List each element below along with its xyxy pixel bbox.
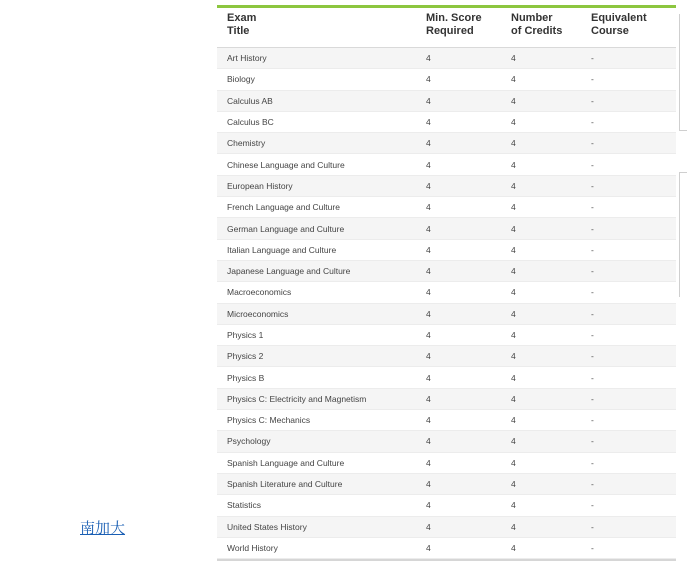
cell-exam-title: European History [227, 180, 293, 191]
cell-exam-title: United States History [227, 521, 307, 532]
cell-equivalent-course: - [591, 330, 594, 340]
cell-exam-title: Physics 1 [227, 330, 264, 340]
cell-credits: 4 [511, 436, 516, 447]
cell-exam-title: Calculus AB [227, 95, 273, 106]
cell-exam-title: Spanish Language and Culture [227, 457, 345, 468]
header-min-score [426, 12, 511, 47]
ap-credit-table [217, 5, 676, 561]
cell-min-score: 4 [426, 351, 431, 362]
cell-exam-title: French Language and Culture [227, 202, 340, 213]
header-exam-title-line1: Exam [227, 12, 257, 24]
cell-exam-title: Spanish Literature and Culture [227, 479, 343, 490]
cell-exam-title: Statistics [227, 500, 262, 511]
cell-credits: 4 [511, 266, 516, 277]
cell-credits: 4 [511, 180, 516, 191]
cell-min-score: 4 [426, 74, 431, 85]
cell-exam-title: Japanese Language and Culture [227, 266, 351, 277]
header-credits-line2: of Credits [511, 25, 563, 37]
cell-min-score: 4 [426, 117, 431, 128]
cell-equivalent-course: - [591, 159, 594, 170]
header-equivalent-line2: Course [591, 25, 629, 37]
cell-min-score: 4 [426, 521, 431, 532]
table-row [217, 91, 676, 112]
table-row [217, 538, 676, 559]
table-row [217, 389, 676, 410]
cell-credits: 4 [511, 330, 516, 340]
cell-credits: 4 [511, 223, 516, 234]
cell-exam-title: German Language and Culture [227, 223, 345, 234]
cell-equivalent-course: - [591, 436, 594, 447]
cell-credits: 4 [511, 159, 516, 170]
cell-credits: 4 [511, 244, 516, 255]
table-row [217, 410, 676, 431]
table-row [217, 431, 676, 452]
cell-equivalent-course: - [591, 542, 594, 553]
cell-credits: 4 [511, 53, 516, 64]
table-row [217, 495, 676, 516]
cell-equivalent-course: - [591, 351, 594, 362]
cell-equivalent-course: - [591, 74, 594, 85]
table-row [217, 261, 676, 282]
cell-credits: 4 [511, 415, 516, 426]
cell-credits: 4 [511, 542, 516, 553]
cell-min-score: 4 [426, 542, 431, 553]
cell-credits: 4 [511, 202, 516, 213]
cell-min-score: 4 [426, 244, 431, 255]
cell-equivalent-course: - [591, 500, 594, 511]
header-credits [511, 12, 591, 47]
cell-min-score: 4 [426, 436, 431, 447]
table-header [217, 8, 676, 48]
cell-credits: 4 [511, 372, 516, 383]
cell-min-score: 4 [426, 415, 431, 426]
table-row [217, 304, 676, 325]
table-row [217, 176, 676, 197]
cell-credits: 4 [511, 287, 516, 298]
header-min-score-line1: Min. Score [426, 12, 482, 24]
header-exam-title-line2: Title [227, 25, 250, 37]
cell-min-score: 4 [426, 138, 431, 149]
cell-credits: 4 [511, 138, 516, 149]
cell-exam-title: Physics B [227, 372, 265, 383]
cell-min-score: 4 [426, 223, 431, 234]
cell-exam-title: Chemistry [227, 138, 266, 149]
cell-equivalent-course: - [591, 244, 594, 255]
cell-credits: 4 [511, 308, 516, 319]
cell-equivalent-course: - [591, 393, 594, 404]
cell-equivalent-course: - [591, 223, 594, 234]
cell-exam-title: Biology [227, 74, 255, 85]
cell-equivalent-course: - [591, 266, 594, 277]
cell-credits: 4 [511, 117, 516, 128]
cell-exam-title: Physics C: Electricity and Magnetism [227, 393, 367, 404]
header-min-score-line2: Required [426, 25, 474, 37]
cell-equivalent-course: - [591, 202, 594, 213]
cell-exam-title: Physics C: Mechanics [227, 415, 311, 426]
cell-exam-title: Calculus BC [227, 117, 274, 128]
cell-min-score: 4 [426, 159, 431, 170]
cell-min-score: 4 [426, 202, 431, 213]
cell-equivalent-course: - [591, 521, 594, 532]
table-row [217, 367, 676, 388]
table-row [217, 282, 676, 303]
cell-min-score: 4 [426, 180, 431, 191]
cell-exam-title: Microeconomics [227, 308, 289, 319]
cell-equivalent-course: - [591, 180, 594, 191]
cell-credits: 4 [511, 74, 516, 85]
table-row [217, 69, 676, 90]
cell-min-score: 4 [426, 479, 431, 490]
table-row [217, 474, 676, 495]
table-row [217, 197, 676, 218]
table-row [217, 154, 676, 175]
cell-min-score: 4 [426, 372, 431, 383]
cell-min-score: 4 [426, 95, 431, 106]
table-row [217, 325, 676, 346]
cell-equivalent-course: - [591, 479, 594, 490]
cell-exam-title: World History [227, 542, 278, 553]
cell-min-score: 4 [426, 330, 431, 340]
table-row [217, 218, 676, 239]
cell-credits: 4 [511, 479, 516, 490]
cell-min-score: 4 [426, 308, 431, 319]
cell-min-score: 4 [426, 500, 431, 511]
cell-min-score: 4 [426, 53, 431, 64]
table-row [217, 133, 676, 154]
usc-link[interactable]: 南加大 [80, 519, 126, 537]
cell-equivalent-course: - [591, 287, 594, 298]
cell-exam-title: Italian Language and Culture [227, 244, 337, 255]
table-row [217, 112, 676, 133]
header-exam-title [217, 12, 426, 47]
cell-equivalent-course: - [591, 308, 594, 319]
cell-equivalent-course: - [591, 372, 594, 383]
table-body [217, 48, 676, 559]
side-border-decoration [679, 14, 687, 131]
cell-exam-title: Macroeconomics [227, 287, 292, 298]
cell-min-score: 4 [426, 457, 431, 468]
cell-equivalent-course: - [591, 117, 594, 128]
cell-exam-title: Physics 2 [227, 351, 264, 362]
cell-credits: 4 [511, 351, 516, 362]
table-row [217, 517, 676, 538]
table-row [217, 48, 676, 69]
cell-equivalent-course: - [591, 415, 594, 426]
cell-equivalent-course: - [591, 53, 594, 64]
cell-credits: 4 [511, 393, 516, 404]
cell-equivalent-course: - [591, 95, 594, 106]
cell-exam-title: Chinese Language and Culture [227, 159, 345, 170]
side-border-decoration [679, 172, 687, 297]
table-row [217, 240, 676, 261]
cell-equivalent-course: - [591, 138, 594, 149]
cell-min-score: 4 [426, 266, 431, 277]
cell-equivalent-course: - [591, 457, 594, 468]
table-row [217, 346, 676, 367]
cell-exam-title: Art History [227, 53, 267, 64]
header-equivalent-line1: Equivalent [591, 12, 647, 24]
cell-credits: 4 [511, 457, 516, 468]
cell-min-score: 4 [426, 393, 431, 404]
header-credits-line1: Number [511, 12, 553, 24]
cell-exam-title: Psychology [227, 436, 271, 447]
cell-min-score: 4 [426, 287, 431, 298]
header-equivalent-course [591, 12, 676, 47]
cell-credits: 4 [511, 95, 516, 106]
cell-credits: 4 [511, 500, 516, 511]
cell-credits: 4 [511, 521, 516, 532]
table-row [217, 453, 676, 474]
